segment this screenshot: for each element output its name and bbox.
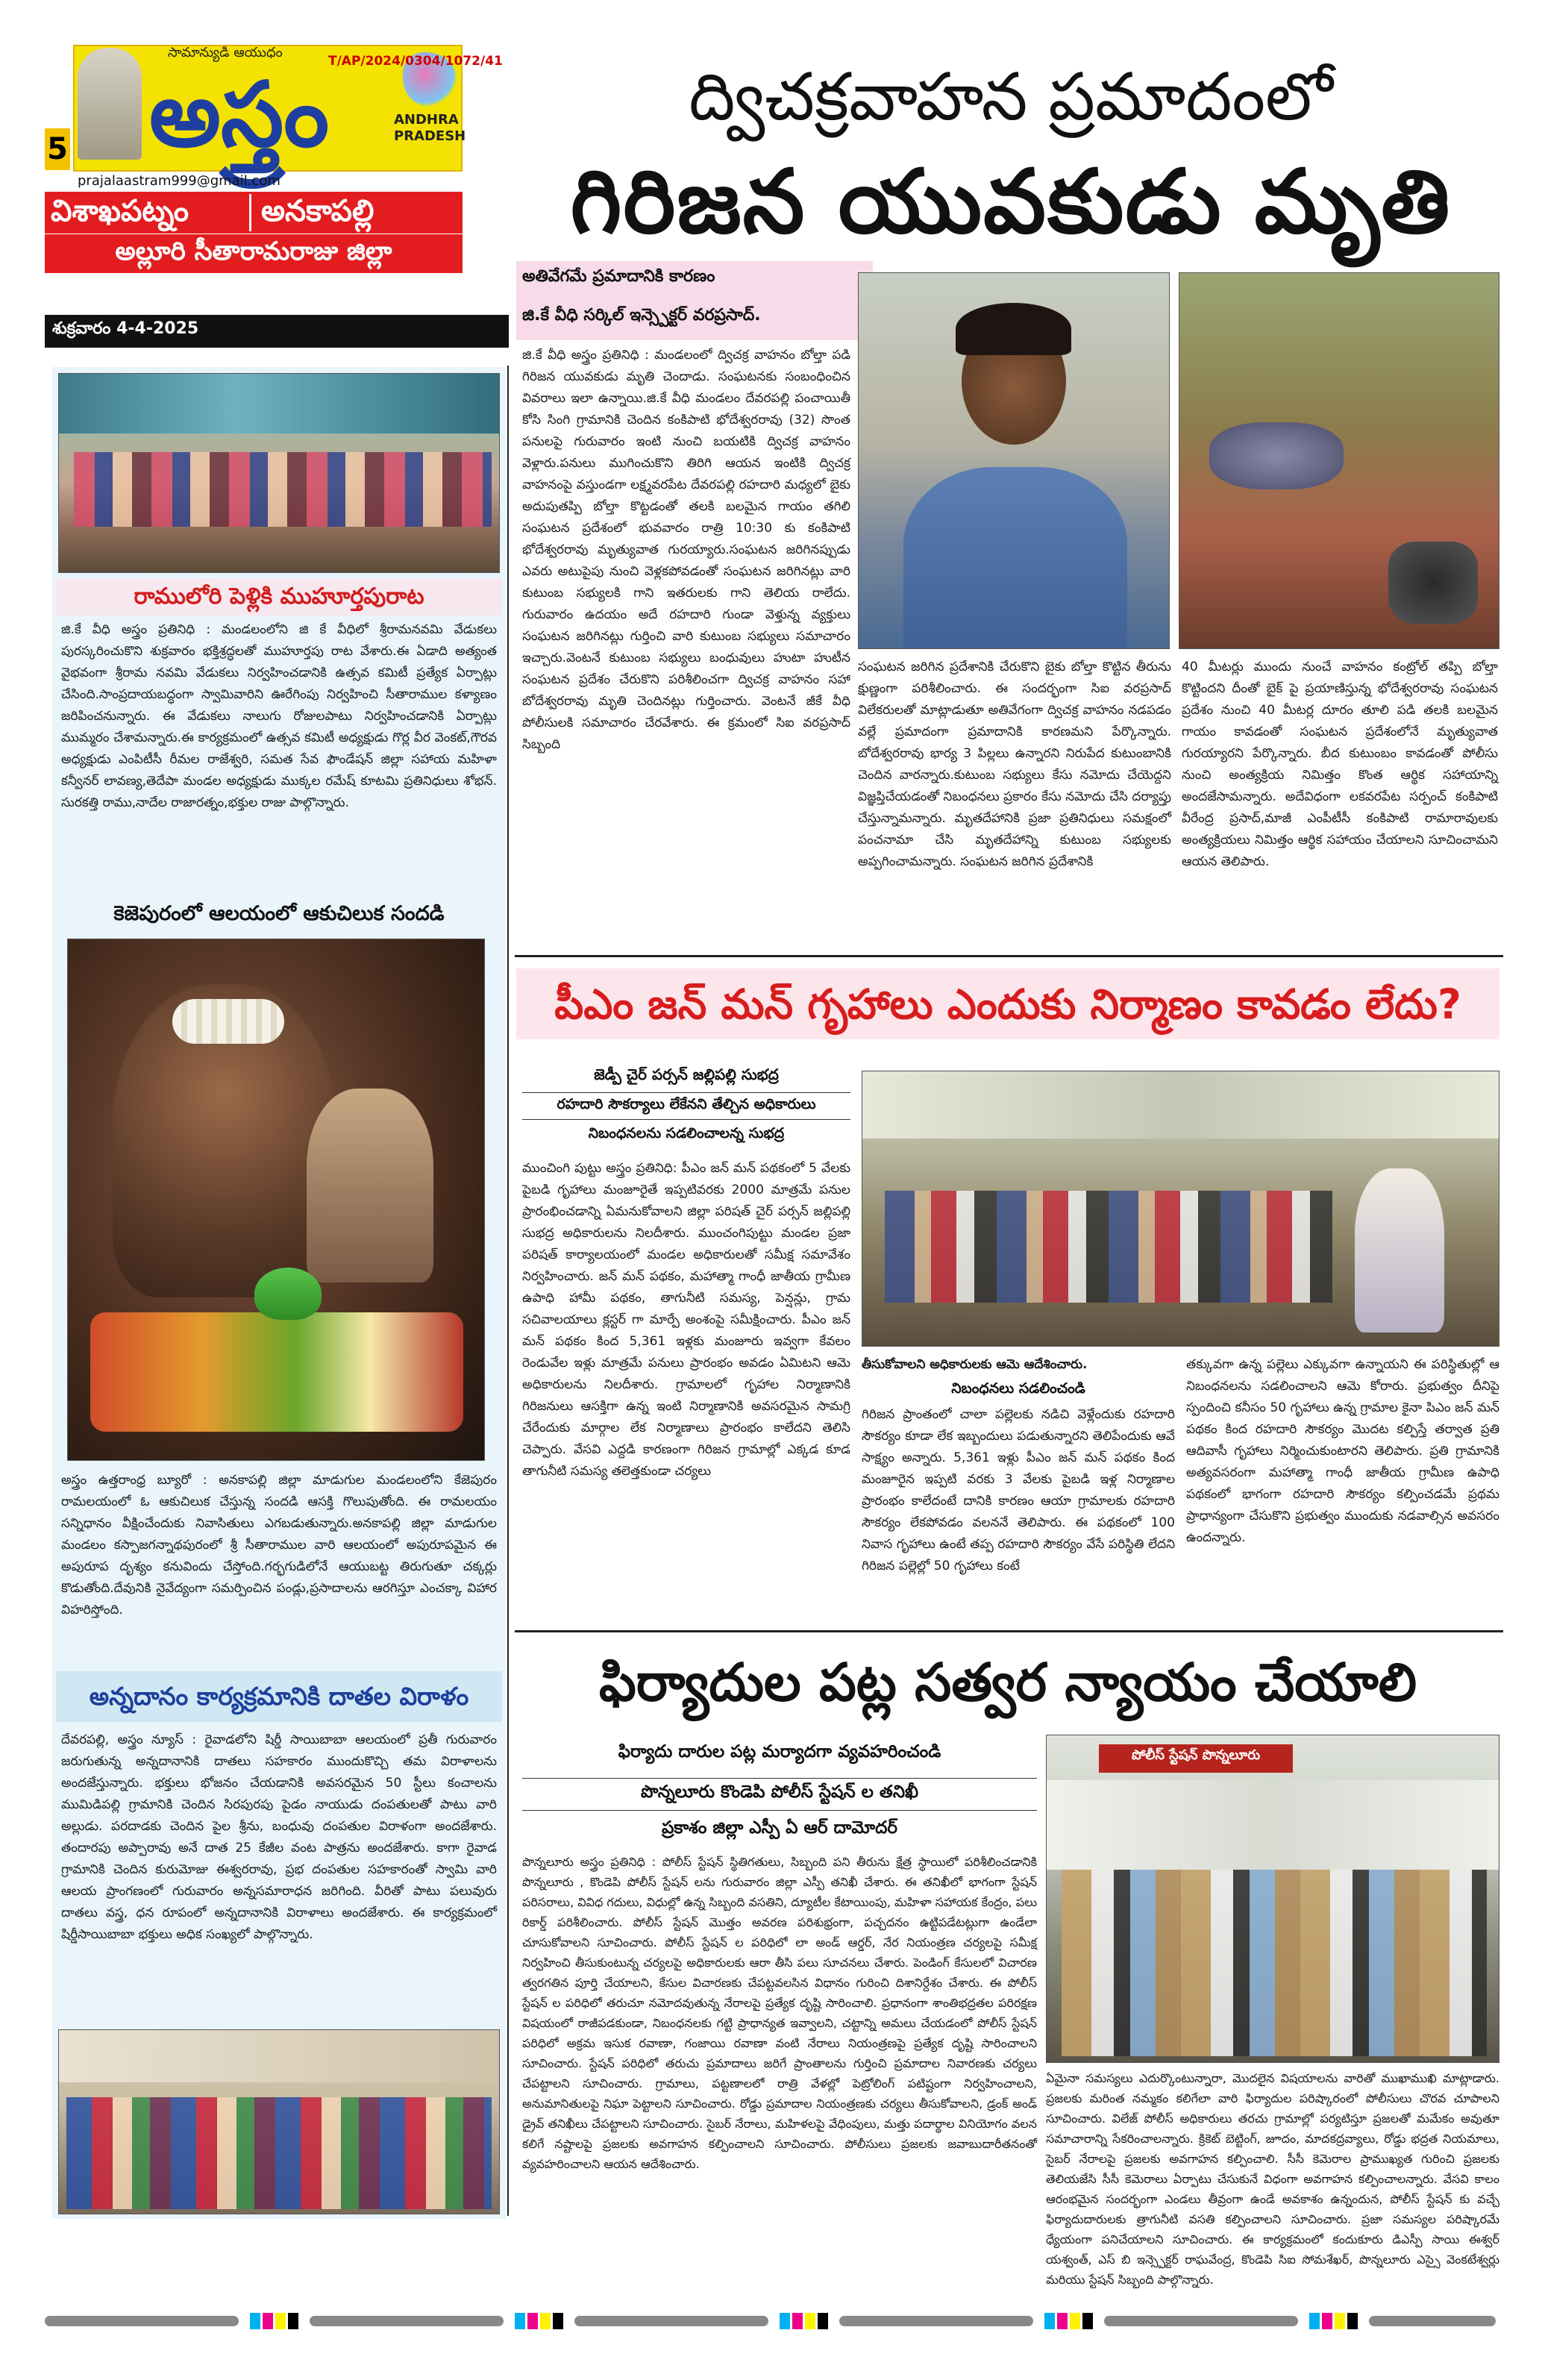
wedding-body: జి.కే వీధి అస్త్రం ప్రతినిధి : మండలంలోని జి కే వీధిలో శ్రీరామనవమి వేడుకలు పురస్కరించుకొని శుక్రవారం భక్తిశ్రద్ధలతో ముహూర్తపు రాట వేశారు.ఈ ఏడాది అత్యంత వైభవంగా శ్రీరామ నవమి వేడుకలు నిర్వహించడానికి ఉత్సవ కమిటీ ప్రత్యేక ఏర్పాట్లు చేసింది.సాంప్రదాయబద్ధంగా స్వామివారిని ఊరేగింపు నిర్వహించి సీతారాముల కళ్యాణం జరిపించనున్నారు. ఈ వేడుకలు నాలుగు రోజులపాటు నిర్వహించడానికి ఏర్పాట్లు ముమ్మరం చేశామన్నారు.ఈ కార్యక్రమంలో ఉత్సవ కమిటీ అధ్యక్షుడు గొర్ల వీర వెంకట్,గౌరవ అధ్యక్షుడు ఎంపిటీసీ రీమల రాజేశ్వరి, సమత సేవ ఫౌండేషన్ జిల్లా సహాయ మహిళా కన్వీనర్ లావణ్య,తెదేపా మండల అధ్యక్షుడు ముక్కల రమేష్ కూటమి ప్రతినిధులు శోభన్. సురకత్తి రాము,నాదేల రాజారత్నం,భక్తుల రాజు పాల్గొన్నారు. — [61, 622, 497, 810]
masthead-registration: T/AP/2024/0304/1072/41 — [328, 54, 503, 69]
accident-body-col1: జి.కే వీధి అస్త్రం ప్రతినిధి : మండలంలో ద్విచక్ర వాహనం బోల్తా పడి గిరిజన యువకుడు మృతి చెందాడు. సంఘటనకు సంబంధించిన వివరాలు ఇలా ఉన్నాయి.జి.కే వీధి మండలం దేవరపల్లి పంచాయితీ కోసి సింగి గ్రామానికి చెందిన కంకిపాటి భోదేశ్వరరావు (32) సొంత పనులపై గురువారం ఇంటి నుంచి బయటికి ద్విచక్ర వాహనం వెళ్లారు.పనులు ముగించుకొని తిరిగి ఆయన ఇంటికి ద్విచక్ర వాహనంపై వస్తుండగా లక్ష్మవరపేట దేవరపల్లి రహదారి మధ్యలో బైకు అదుపుతప్పి బోల్తా కొట్టడంతో తలకి బలమైన గాయం తగిలి సంఘటన ప్రదేశంలో భువవారం రాత్రి 10:30 కు కంకిపాటి భోదేశ్వరరావు మృత్యువాత గురయ్యారు.సంఘటన జరిగినప్పుడు ఎవరు అటుపైపు నుంచి వెళ్లకపోవడంతో సంఘటన జరిగినట్లు వారి కుటుంబ సభ్యులకి గాని ఇతరులకు గాని తెలియ రాలేదు. గురువారం ఉదయం అదే రహదారి గుండా వెళ్తున్న వ్యక్తులు సంఘటన జరిగినట్లు గుర్తించి వారి కుటుంబ సభ్యులు సమాచారం ఇచ్చారు.వెంటనే కుటుంబ సభ్యులు బంధువులు హుటా హుటీన సంఘటన ప్రదేశం చేరుకొని పరిశీలించగా ద్విచక్ర వాహనం సహా బోదేశ్వరరావు మృతి చెందినట్లు గుర్తించారు. వెంటనే జీకే వీధి పోలీసులకి సమాచారం చేరవేశారు. ఈ క్రమంలో సిఐ వరప్రసాద్ సిబ్బంది — [522, 348, 850, 752]
parrot-body: అస్త్రం ఉత్తరాంధ్ర బ్యూరో : అనకాపల్లి జిల్లా మాడుగుల మండలంలోని కేజెపురం రామలయంలో ఓ ఆకుచిలుక చేస్తున్న సందడి ఆసక్తి గొలుపుతోంది. ఈ రామలయం సన్నిధానం వీక్షించేందుకు నివాసితులు ఎగబడుతున్నారు.అనకాపల్లి జిల్లా మాడుగుల మండలం కస్పాజగన్నాథపురంలో శ్రీ సీతారాముల వారి ఆలయంలో అపురూపమైన ఈ అపురూప దృశ్యం కనువిందు చేస్తోంది.గర్భగుడిలోనే ఆయుబట్ట తిరుగుతూ చక్కర్లు కొడుతోంది.దేవునికి నైవేద్యంగా సమర్పించిన పండ్లు,ప్రసాదాలను ఆరగిస్తూ ఎంచక్కా విహార విహరిస్తోంది. — [61, 1473, 497, 1618]
masthead-state: ANDHRA PRADESH — [394, 112, 466, 144]
edition-divider — [249, 194, 251, 231]
police-body-right: ఏమైనా సమస్యలు ఎదుర్కొంటున్నారా, మొదలైన విషయాలను వారితో ముఖాముఖి మాట్లాడారు. ప్రజలకు మరింత నమ్మకం కలిగేలా వారి ఫిర్యాదుల పరిష్కారంలో పోలీసులు చొరవ చూపాలని సూచించారు. విలేజ్ పోలీస్ అధికారులు తరచు గ్రామాల్లో పర్యటిస్తూ ప్రజలతో మమేకం అవుతూ సమాచారాన్ని సేకరించాలన్నారు. క్రికెట్ బెట్టింగ్, జూదం, మాదకద్రవ్యాలు, రోడ్డు భద్రత నియమాలు, సైబర్ నేరాలపై ప్రజలకు అవగాహన కల్పించాలి. సీసీ కెమెరాల ప్రాముఖ్యత గురించి ప్రజలకు తెలియజేసి సీసీ కెమెరాలు ఏర్పాటు చేసుకునే విధంగా అవగాహన కల్పించాలన్నారు. వేసవి కాలం ఆరంభమైన సందర్భంగా ఎండలు తీవ్రంగా ఉండే అవకాశం ఉన్నందున, పోలీస్ స్టేషన్ కు వచ్చే ఫిర్యాదుదారులకు త్రాగునీటి వసతి కల్పించాలని సూచించారు. ప్రజా సమస్యల పరిష్కారమే ధ్యేయంగా పనిచేయాలని సూచించారు. ఈ కార్యక్రమంలో కందుకూరు డిఎస్పీ సాయి ఈశ్వర్ యశ్వంత్, ఎస్ బి ఇన్స్పెక్టర్ రాఘవేంద్ర, కొండెపి సిఐ సోమశేఖర్, పొన్నలూరు ఎస్సై వెంకటేశ్వర్లు మరియు స్టేషన్ సిబ్బంది పాల్గొన్నారు. — [1046, 2071, 1499, 2287]
annadanam-donors-photo — [58, 2029, 500, 2214]
pmjanman-bottom-rule — [515, 1630, 1503, 1632]
masthead-title: అస్త్రం — [149, 63, 330, 167]
pmjanman-body-col2-top: తీసుకోవాలని అధికారులకు ఆమె ఆదేశించారు. — [862, 1357, 1088, 1372]
accident-body-col3: 40 మీటర్లు ముందు నుంచే వాహనం కంట్రోల్ తప్పి బోల్తా కొట్టిందని దీంతో బైక్ పై ప్రయాణిస్తున్న భోదేశ్వరరావు సంఘటన ప్రదేశం నుంచి 40 మీటర్ల దూరం తూలి పడి తలకి బలమైన గాయం కావడంతో సంఘటన ప్రదేశంలోనే మృత్యువాత గురయ్యారని పేర్కొన్నారు. బీద కుటుంబం కావడంతో పోలీసు నుంచి అంత్యక్రియ నిమిత్తం కొంత ఆర్థిక సహాయాన్ని అందజేసామన్నారు. అదేవిధంగా లకవరపేట సర్పంచ్ కంకిపాటి వీరేంద్ర ప్రసాద్,మాజీ ఎంపీటీసీ కంకిపాటి రామారావులకు అంత్యక్రియలు నిమిత్తం ఆర్థిక సహాయం చేయాలని సూచించామని ఆయన తెలిపారు. — [1182, 660, 1498, 869]
police-kicker-1: ఫిర్యాదు దారుల పట్ల మర్యాదగా వ్యవహరించండి — [618, 1742, 941, 1761]
edition-city-visakhapatnam: విశాఖపట్నం — [51, 194, 189, 228]
pmjanman-subhead: నిబంధనలు సడలించండి — [951, 1380, 1085, 1397]
temple-parrot-photo — [67, 939, 485, 1461]
buddha-statue-image — [78, 48, 142, 160]
pmjanman-kicker-1: జెడ్పీ చైర్ పర్సన్ జల్లిపల్లి సుభద్ర — [594, 1065, 779, 1083]
pmjanman-kicker-2: రహదారి సౌకర్యాలు లేకేనని తేల్చిన అధికారులు — [522, 1092, 850, 1120]
annadanam-headline: అన్నదానం కార్యక్రమానికి దాతల విరాళం — [56, 1671, 502, 1722]
victim-portrait-photo — [858, 272, 1170, 649]
registration-color-bar — [45, 2313, 1499, 2329]
accident-kicker-2: జి.కే వీధి సర్కిల్ ఇన్స్పెక్టర్ వరప్రసాద్. — [522, 306, 761, 325]
accident-headline-line2: గిరిజన యువకుడు మృతి — [570, 150, 1452, 253]
issue-date: శుక్రవారం 4-4-2025 — [52, 319, 199, 338]
police-headline: ఫిర్యాదుల పట్ల సత్వర న్యాయం చేయాలి — [598, 1652, 1417, 1713]
accident-bottom-rule — [515, 955, 1503, 957]
district-name: అల్లూరి సీతారామరాజు జిల్లా — [115, 237, 392, 266]
accident-headline-line1: ద్విచక్రవాహన ప్రమాదంలో — [689, 58, 1333, 135]
pmjanman-body-col1: ముంచింగి పుట్టు అస్త్రం ప్రతినిధి: పీఎం జన్ మన్ పథకంలో 5 వేలకు పైబడి గృహాలు మంజూరైతే ఇప్పటివరకు 2000 మాత్రమే పనుల ప్రారంభించడాన్ని ఏమనుకోవాలని జిల్లా పరిషత్ చైర్ పర్సన్ జల్లిపల్లి సుభద్ర అధికారులను నిలదీశారు. ముంచంగిపుట్టు మండల ప్రజా పరిషత్ కార్యాలయంలో మండల అధికారులతో సమీక్ష సమావేశం నిర్వహించారు. జన్ మన్ పథకం, మహాత్మా గాంధీ జాతీయ గ్రామీణ ఉపాధి హామీ పథకం, తాగునీటి సమస్య, పెన్షన్లు, గ్రామ సచివాలయాలు క్లస్టర్ గా మార్పే అంశంపై సమీక్షించారు. పీఎం జన్ మన్ పథకం కింద 5,361 ఇళ్లకు మంజూరు ఇవ్వగా కేవలం రెండువేల ఇళ్లు మాత్రమే పనులు ప్రారంభం అవడం ఏమిటని ఆమె అధికారులను నిలదీశారు. గ్రామాలలో గృహాల నిర్మాణానికి గిరిజనులు ఆసక్తిగా ఉన్న ఇంటి నిర్మాణానికి అవసరమైన సామగ్రి చేరేందుకు మార్గాల లేక నిర్మాణాలు ప్రారంభం కాలేదని తెలిసి చెప్పారు. వేసవి ఎద్దడి కారణంగా గిరిజన గ్రామాల్లో ఎక్కడ కూడ తాగునీటి సమస్య తలెత్తకుండా చర్యలు — [522, 1161, 850, 1479]
masthead-email[interactable]: prajalaastram999@gmail.com — [78, 173, 280, 189]
police-body-left: పొన్నలూరు అస్త్రం ప్రతినిధి : పోలీస్ స్టేషన్ స్థితిగతులు, సిబ్బంది పని తీరును క్షేత్ర స్థాయిలో పరిశీలించడానికి పొన్నలూరు , కొండెపి పోలీస్ స్టేషన్ లను గురువారం జిల్లా ఎస్పీ తనిఖీ చేశారు. ఈ తనిఖీలో భాగంగా స్టేషన్ పరిసరాలు, వివిధ గదులు, విధుల్లో ఉన్న సిబ్బంది వసతిని, ద్యూటీల కేటాయింపు, మహిళా సహాయక కేంద్రం, పలు రికార్డ్ పరిశీలించారు. పోలీస్ స్టేషన్ మొత్తం అవరణ పరిశుభ్రంగా, పచ్చదనం ఉట్టిపడేటట్లుగా ఉండేలా చూసుకోవాలని సూచించారు. పోలీస్ స్టేషన్ ల పరిధిలో లా అండ్ ఆర్డర్, నేర నియంత్రణ చర్యలపై సమీక్ష నిర్వహించి తీసుకుంటున్న చర్యలపై అధికారులకు ఆరా తీసి పలు సూచనలు చేశారు. పెండింగ్ కేసులలో విచారణ త్వరగతిన పూర్తి చేయాలని, కేసుల విచారణకు చేపట్టవలసిన విధానం గురించి దిశానిర్దేశం చేశారు. ఈ పోలీస్ స్టేషన్ ల పరిధిలో తరుచూ నమోదవుతున్న నేరాలపై ప్రత్యేక దృష్టి సారించాలి. ప్రధానంగా శాంతిభద్రతల పరిరక్షణ విషయంలో రాజీపడకుండా, నిబంధనలకు గట్టి ప్రాధాన్యత ఇవ్వాలని, చట్టాన్ని అమలు చేయడంలో పోలీస్ స్టేషన్ పరిధిలో అక్రమ ఇసుక రవాణా, గంజాయి రవాణా వంటి నేరాలు నియంత్రణపై ప్రత్యేక దృష్టి సారించాలని సూచించారు. స్టేషన్ పరిధిలో తరుచు ప్రమాదాలు జరిగే ప్రాంతాలను గుర్తించి ప్రమాదాల నివారణకు చర్యలు చేపట్టాలని సూచించారు. గ్రామాలు, పట్టణాలలో రాత్రి వేళల్లో పెట్రోలింగ్ పటిష్టంగా నిర్వహించాలని, అనుమానితులపై నిఘా పెట్టాలని సూచించారు. రోడ్డు ప్రమాదాల నియంత్రణకు చర్యలు తీసుకోవాలని, డ్రంక్ అండ్ డ్రైవ్ తనిఖీలు చేపట్టాలని సూచించారు. సైబర్ నేరాలు, మహిళలపై వేధింపులు, మత్తు పదార్థాల వినియోగం వలన కలిగే నష్టాలపై ప్రజలకు అవగాహన కల్పించాలని సూచించారు. పోలీసులు ప్రజలకు జవాబుదారీతనంతో వ్యవహరించాలని ఆయన ఆదేశించారు. — [522, 1855, 1037, 2171]
accident-site-photo — [1179, 272, 1499, 649]
pmjanman-kicker-3: నిబంధనలను సడలించాలన్న సుభద్ర — [588, 1125, 785, 1142]
masthead-tagline: సామాన్యుడి ఆయుధం — [168, 45, 283, 60]
police-kicker-3: ప్రకాశం జిల్లా ఎస్పీ ఏ ఆర్ దామోదర్ — [662, 1818, 897, 1838]
left-column-divider — [507, 366, 509, 2216]
police-inspection-photo — [1046, 1735, 1499, 2063]
page-number: 5 — [45, 128, 70, 170]
review-meeting-photo — [862, 1071, 1499, 1347]
accident-body-col2: సంఘటన జరిగిన ప్రదేశానికి చేరుకొని బైకు బోల్తా కొట్టిన తీరును క్షుణ్ణంగా పరిశీలించారు. ఈ సందర్భంగా సిఐ వరప్రసాద్ విలేకరులతో మాట్లాడుతూ అతివేగంగా ద్విచక్ర వాహనం నడపడం వల్లే ప్రమాదంగా ప్రమాదానికి కారణమని పేర్కొన్నారు. బోదేశ్వరరావు భార్య 3 పిల్లలు ఉన్నారని నిరుపేద కుటుంబానికి చెందిన వారన్నారు.కుటుంబ సభ్యులు కేసు నమోదు చేయెద్దని విజ్ఞప్తిచేయడంతో నిబంధనలు ప్రకారం కేసు నమోదు చేసి దర్యాప్తు చేస్తున్నామన్నారు. మృతదేహానికి ప్రజా ప్రతినిధులు సమక్షంలో పంచనామా చేసి మృతదేహాన్ని కుటుంబ సభ్యులకు అప్పగించామన్నారు. సంఘటన జరిగిన ప్రదేశానికి — [858, 660, 1171, 869]
accident-kicker-1: అతివేగమే ప్రమాదానికి కారణం — [522, 267, 715, 286]
pmjanman-body-col3: తక్కువగా ఉన్న పల్లెలు ఎక్కువగా ఉన్నాయని ఈ పరిస్థితుల్లో ఆ నిబంధనలను సడలించాలని ఆమె కోరారు. ప్రభుత్వం దీనిపై స్పందించి కనీసం 50 గృహాలు ఉన్న గ్రామాల కైనా పిఎం జన్ మన్ పథకం కింద రహదారి సౌకర్యం మొదట కల్పిస్తే తర్వాత ప్రతి ఆదివాసీ గృహాలు నిర్మించుకుంటారని తెలిపారు. ప్రతి గ్రామానికి అత్యవసరంగా మహాత్మా గాంధీ జాతీయ గ్రామీణ ఉపాధి పథకంలో భాగంగా రహదారి సౌకర్యం కల్పించడమే ప్రథమ ప్రాధాన్యంగా చేసుకొని ప్రభుత్వం ముందుకు నడవాల్సిన అవసరం ఉందన్నారు. — [1186, 1357, 1499, 1545]
parrot-headline: కెజెపురంలో ఆలయంలో ఆకుచిలుక సందడి — [56, 895, 502, 933]
police-station-sign: పోలీస్ స్టేషన్ పొన్నలూరు — [1131, 1747, 1261, 1763]
wedding-ritual-photo — [58, 373, 500, 573]
pmjanman-body-col2: గిరిజన ప్రాంతంలో చాలా పల్లెలకు నడిచి వెళ్లేందుకు రహదారి సౌకర్యం కూడా లేక ఇబ్బందులు పడుతున్నారని తెలిపేందుకు ఆవే సాక్ష్యం అన్నారు. 5,361 ఇళ్లు పీఎం జన్ మన్ పథకం కింద మంజూరైన ఇప్పటి వరకు 3 వేలకు పైబడి ఇళ్ల నిర్మాణాల ప్రారంభం కాలేదంటే దానికి కారణం ఆయా గ్రామాలకు రహదారి సౌకర్యం లేకపోవడం వలననే తెలిపారు. ఈ పథకంలో 100 నివాస గృహాలు ఉంటే తప్ప రహదారి సౌకర్యం వేసే పరిస్థితి లేదని గిరిజన పల్లెల్లో 50 గృహాలు కంటే — [862, 1407, 1175, 1573]
police-kicker-2: పొన్నలూరు కొండెపి పోలీస్ స్టేషన్ ల తనిఖీ — [522, 1778, 1037, 1811]
wedding-headline: రాములోరి పెళ్లికి ముహూర్తపురాట — [56, 578, 502, 616]
edition-city-anakapalli: అనకాపల్లి — [261, 194, 374, 228]
pmjanman-headline: పీఎం జన్ మన్ గృహాలు ఎందుకు నిర్మాణం కావడం లేదు? — [554, 980, 1461, 1028]
annadanam-body: దేవరపల్లి, అస్త్రం న్యూస్ : రైవాడలోని షిర్డీ సాయిబాబా ఆలయంలో ప్రతీ గురువారం జరుగుతున్న అన్నదానానికి దాతలు సహకారం ముందుకొచ్చి తమ విరాళాలను అందజేస్తున్నారు. భక్తులు భోజనం చేయడానికి అవసరమైన 50 స్టీలు కంచాలను ముమిడిపల్లి గ్రామానికి చెందిన సిరపురపు పైడం నాయుడు దంపతులతో పాటు వారి అల్లుడు. పరదాడకు చెందిన పైల శ్రీను, బంధువు దంపతుల విరాళంగా అందజేశారు. తందారపు అప్పారావు అనే దాత 25 కేజీల వంట పాత్రను అందజేశారు. కాగా రైవాడ గ్రామానికి చెందిన కురుమోజు ఈశ్వరరావు, ప్రభ దంపతుల సహకారంతో స్వామి వారి ఆలయ ప్రాంగణంలో గురువారం అన్నసమారాధన జరిగింది. వీరితో పాటు పలువురు దాతలు వస్త్ర, ధన రూపంలో అన్నదానానికి విరాళాలు అందజేశారు. ఈ కార్యక్రమంలో షిర్డీసాయిబాబా భక్తులు అధిక సంఖ్యలో పాల్గొన్నారు. — [61, 1732, 497, 1942]
